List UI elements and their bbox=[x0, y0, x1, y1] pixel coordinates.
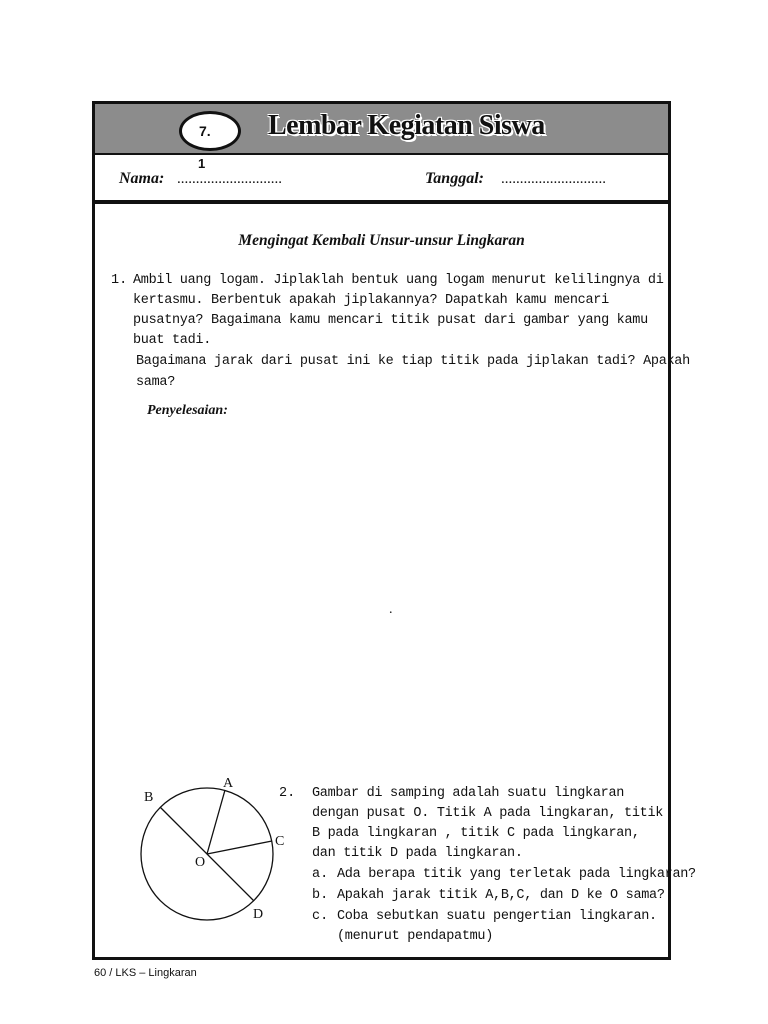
item-c-letter: c. bbox=[312, 909, 329, 924]
question-2-line: Gambar di samping adalah suatu lingkaran bbox=[312, 786, 625, 801]
question-1-number: 1. bbox=[111, 273, 128, 288]
item-a-text: Ada berapa titik yang terletak pada lingkaran? bbox=[337, 867, 696, 882]
activity-subnumber: 1 bbox=[198, 156, 206, 171]
label-c: C bbox=[275, 834, 285, 849]
activity-number-badge bbox=[179, 111, 241, 151]
question-1-line: Bagaimana jarak dari pusat ini ke tiap titik pada jiplakan tadi? Apakah bbox=[136, 354, 690, 369]
worksheet-frame bbox=[92, 101, 696, 960]
label-o: O bbox=[195, 855, 206, 870]
section-heading: Mengingat Kembali Unsur-unsur Lingkaran bbox=[238, 232, 525, 249]
item-b-text: Apakah jarak titik A,B,C, dan D ke O sama? bbox=[337, 888, 665, 903]
worksheet-title: Lembar Kegiatan Siswa bbox=[268, 110, 545, 141]
date-label: Tanggal: bbox=[425, 170, 484, 187]
question-2-number: 2. bbox=[279, 786, 296, 801]
radius-o-a bbox=[207, 790, 225, 854]
item-c-text: Coba sebutkan suatu pengertian lingkaran. bbox=[337, 909, 657, 924]
item-b-letter: b. bbox=[312, 888, 329, 903]
question-2-line: B pada lingkaran , titik C pada lingkaran, bbox=[312, 826, 640, 841]
label-b: B bbox=[144, 790, 154, 805]
label-a: A bbox=[223, 776, 234, 791]
header-band bbox=[95, 104, 668, 155]
question-2-line: dengan pusat O. Titik A pada lingkaran, titik bbox=[312, 806, 664, 821]
question-1-line: Ambil uang logam. Jiplaklah bentuk uang logam menurut kelilingnya di bbox=[133, 273, 664, 288]
name-field[interactable]: ............................ bbox=[177, 171, 282, 187]
student-info-row bbox=[95, 153, 668, 204]
stray-mark: . bbox=[389, 602, 393, 617]
radius-o-c bbox=[207, 841, 272, 854]
label-d: D bbox=[253, 907, 264, 922]
question-2-line: dan titik D pada lingkaran. bbox=[312, 846, 523, 861]
activity-number: 7. bbox=[199, 123, 211, 139]
question-1-line: kertasmu. Berbentuk apakah jiplakannya? Dapatkah kamu mencari bbox=[133, 293, 609, 308]
question-1-line: buat tadi. bbox=[133, 333, 212, 348]
answer-label: Penyelesaian: bbox=[147, 403, 228, 418]
circle-figure bbox=[113, 776, 285, 932]
question-1-line: sama? bbox=[136, 375, 176, 390]
page-footer: 60 / LKS – Lingkaran bbox=[94, 967, 197, 979]
name-label: Nama: bbox=[119, 170, 165, 187]
date-field[interactable]: ............................ bbox=[501, 171, 606, 187]
question-1-line: pusatnya? Bagaimana kamu mencari titik pusat dari gambar yang kamu bbox=[133, 313, 648, 328]
item-a-letter: a. bbox=[312, 867, 329, 882]
item-c-continuation: (menurut pendapatmu) bbox=[337, 929, 494, 944]
